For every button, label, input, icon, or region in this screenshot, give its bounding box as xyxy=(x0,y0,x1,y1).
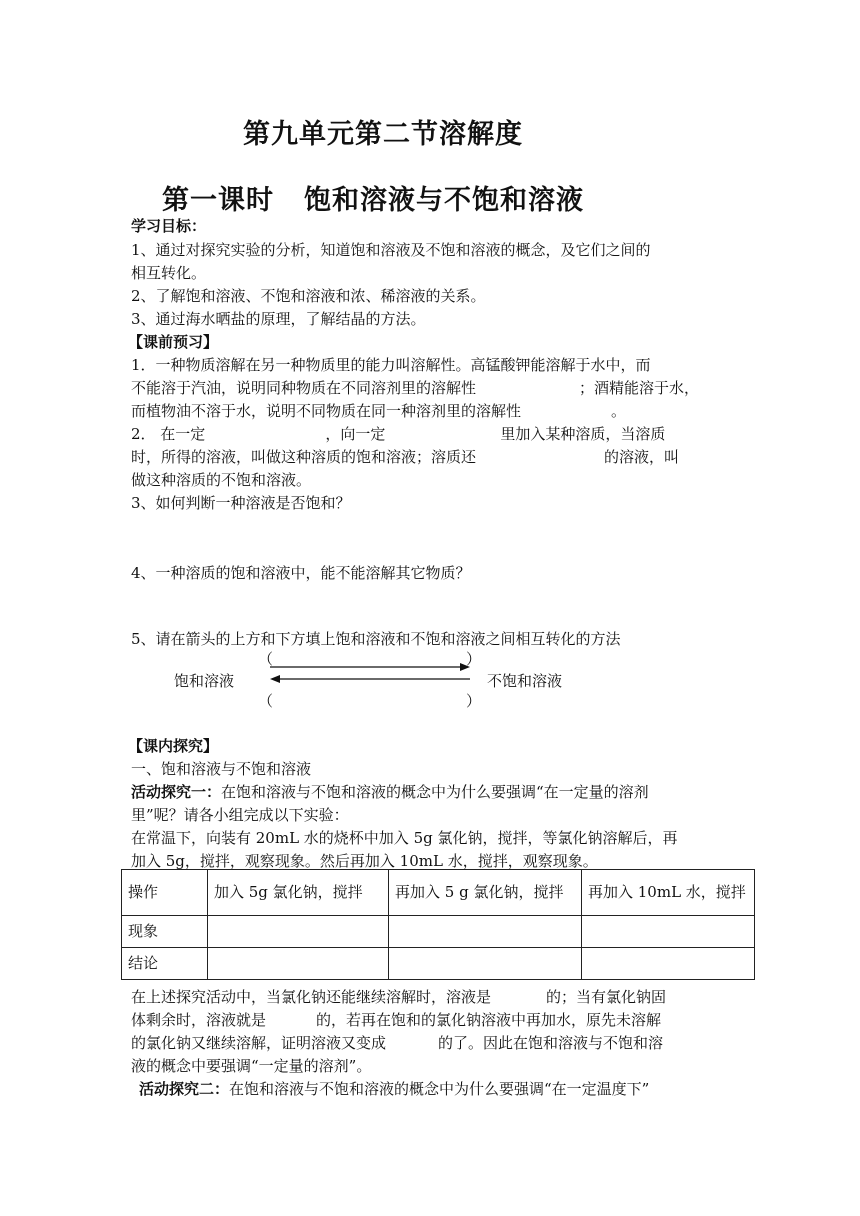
preview-q5: 5、请在箭头的上方和下方填上饱和溶液和不饱和溶液之间相互转化的方法 xyxy=(131,630,621,648)
table-cell[interactable] xyxy=(208,948,389,980)
section-1-heading: 一、饱和溶液与不饱和溶液 xyxy=(131,760,312,778)
table-header-cell: 操作 xyxy=(122,870,208,916)
table-row-label: 结论 xyxy=(122,948,208,980)
activity-1-text: 在饱和溶液与不饱和溶液的概念中为什么要强调“在一定量的溶剂 xyxy=(221,783,649,801)
page-title: 第九单元第二节溶解度 xyxy=(243,119,523,150)
explore-heading: 【课内探究】 xyxy=(128,737,219,755)
activity-2-label: 活动探究二： xyxy=(139,1080,230,1098)
preview-q2-text: 时，所得的溶液，叫做这种溶质的饱和溶液；溶质还 xyxy=(131,448,477,466)
experiment-line-2: 加入 5g，搅拌，观察现象。然后再加入 10mL 水，搅拌，观察现象。 xyxy=(131,852,598,870)
preview-q1-line-2 xyxy=(131,377,699,399)
preview-q2-line-1 xyxy=(131,423,665,445)
activity-1-line-1 xyxy=(131,781,649,803)
conclusion-line-4: 液的概念中要强调“一定量的溶剂”。 xyxy=(131,1057,372,1075)
table-header-cell: 加入 5g 氯化钠，搅拌 xyxy=(208,870,389,916)
activity-2-line-1 xyxy=(139,1078,649,1100)
goals-heading: 学习目标： xyxy=(131,217,207,235)
preview-q2-line-2 xyxy=(131,446,679,468)
preview-q3: 3、如何判断一种溶液是否饱和？ xyxy=(131,494,351,512)
lesson-number: 第一课时 xyxy=(162,185,274,216)
table-cell[interactable] xyxy=(582,916,755,948)
preview-q1-text: 不能溶于汽油，说明同种物质在不同溶剂里的溶解性 xyxy=(131,379,477,397)
conclusion-line-3 xyxy=(131,1032,663,1054)
table-cell[interactable] xyxy=(389,916,582,948)
conclusion-text: 在上述探究活动中，当氯化钠还能继续溶解时，溶液是 xyxy=(131,988,492,1006)
goal-3: 3、通过海水晒盐的原理，了解结晶的方法。 xyxy=(131,310,426,328)
lesson-subtitle xyxy=(162,178,584,217)
lesson-topic: 饱和溶液与不饱和溶液 xyxy=(304,185,584,216)
conclusion-line-2 xyxy=(131,1009,661,1031)
preview-q2-text: ，向一定 xyxy=(325,425,386,443)
table-header-cell: 再加入 5 g 氯化钠，搅拌 xyxy=(389,870,582,916)
conclusion-text: 的氯化钠又继续溶解，证明溶液又变成 xyxy=(131,1034,387,1052)
conversion-arrows xyxy=(266,660,476,688)
table-cell[interactable] xyxy=(208,916,389,948)
goal-2: 2、了解饱和溶液、不饱和溶液和浓、稀溶液的关系。 xyxy=(131,287,486,305)
preview-q1-text: ；酒精能溶于水， xyxy=(579,379,700,397)
preview-q1-line-3 xyxy=(131,400,626,422)
table-row xyxy=(122,916,755,948)
conclusion-line-1 xyxy=(131,986,666,1008)
right-arrowhead xyxy=(460,663,470,671)
left-arrowhead xyxy=(270,675,280,683)
table-cell[interactable] xyxy=(389,948,582,980)
preview-q4: 4、一种溶质的饱和溶液中，能不能溶解其它物质？ xyxy=(131,564,471,582)
activity-2-text: 在饱和溶液与不饱和溶液的概念中为什么要强调“在一定温度下” xyxy=(229,1080,650,1098)
lower-paren-close: ） xyxy=(466,692,482,710)
table-row-label: 现象 xyxy=(122,916,208,948)
preview-q2-line-3: 做这种溶质的不饱和溶液。 xyxy=(131,471,312,489)
activity-1-label: 活动探究一： xyxy=(131,783,222,801)
lower-paren-open: （ xyxy=(258,692,274,710)
table-header-cell: 再加入 10mL 水，搅拌 xyxy=(582,870,755,916)
preview-q2-text: 2． 在一定 xyxy=(131,425,206,443)
upper-paren-open: （ xyxy=(258,650,274,668)
activity-1-line-2: 里”呢？请各小组完成以下实验： xyxy=(131,806,349,824)
table-row xyxy=(122,948,755,980)
preview-q1-text: 而植物油不溶于水，说明不同物质在同一种溶剂里的溶解性 xyxy=(131,402,522,420)
saturated-label: 饱和溶液 xyxy=(174,672,235,690)
preview-q2-text: 的溶液，叫 xyxy=(604,448,680,466)
conclusion-text: 的；当有氯化钠固 xyxy=(546,988,667,1006)
conclusion-text: 的，若再在饱和的氯化钠溶液中再加水，原先未溶解 xyxy=(316,1011,662,1029)
conclusion-text: 体剩余时，溶液就是 xyxy=(131,1011,267,1029)
goal-1-line-2: 相互转化。 xyxy=(131,264,207,282)
experiment-line-1: 在常温下，向装有 20mL 水的烧杯中加入 5g 氯化钠，搅拌，等氯化钠溶解后，再 xyxy=(131,829,678,847)
preview-q1-line-1: 1．一种物质溶解在另一种物质里的能力叫溶解性。高锰酸钾能溶解于水中，而 xyxy=(131,356,651,374)
table-header-row xyxy=(122,870,755,916)
preview-q2-text: 里加入某种溶质，当溶质 xyxy=(500,425,666,443)
goal-1-line-1: 1、通过对探究实验的分析，知道饱和溶液及不饱和溶液的概念，及它们之间的 xyxy=(131,241,651,259)
upper-paren-close: ） xyxy=(466,650,482,668)
table-cell[interactable] xyxy=(582,948,755,980)
conclusion-text: 的了。因此在饱和溶液与不饱和溶 xyxy=(438,1034,664,1052)
unsaturated-label: 不饱和溶液 xyxy=(487,672,563,690)
preview-q1-text: 。 xyxy=(611,402,627,420)
preview-heading: 【课前预习】 xyxy=(128,333,219,351)
experiment-table xyxy=(121,869,755,980)
